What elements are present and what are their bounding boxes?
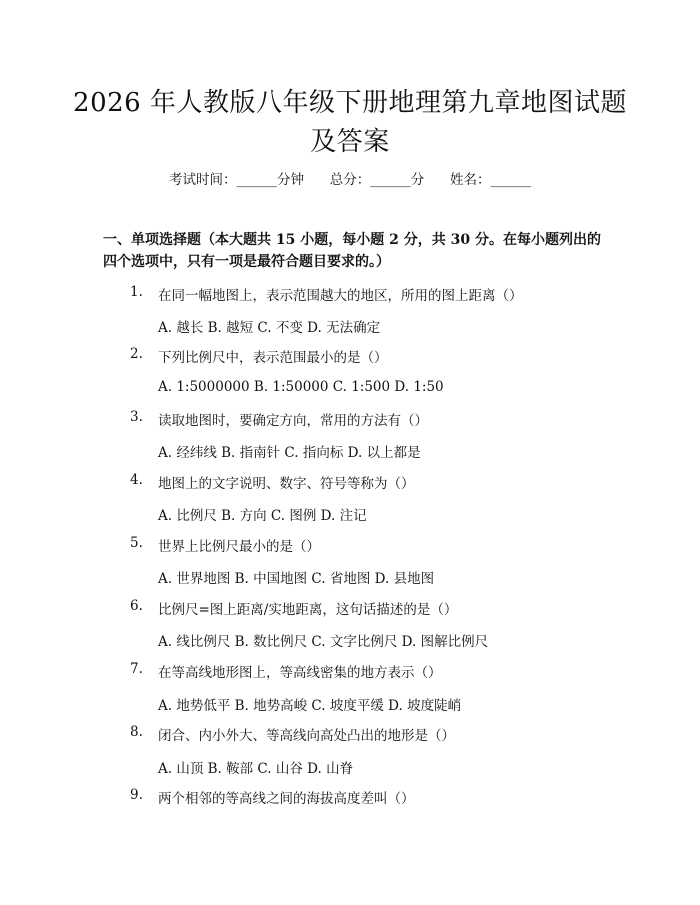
question-stem: 下列比例尺中，表示范围最小的是（） bbox=[158, 350, 388, 366]
question-8-options: A. 山顶 B. 鞍部 C. 山谷 D. 山脊 bbox=[158, 761, 354, 777]
question-number: 5. bbox=[130, 535, 143, 551]
question-3-options: A. 经纬线 B. 指南针 C. 指向标 D. 以上都是 bbox=[158, 445, 421, 461]
question-stem: 闭合、内小外大、等高线向高处凸出的地形是（） bbox=[158, 728, 455, 744]
question-1-options: A. 越长 B. 越短 C. 不变 D. 无法确定 bbox=[158, 320, 381, 336]
question-stem: 比例尺=图上距离/实地距离，这句话描述的是（） bbox=[158, 602, 458, 618]
question-number: 1. bbox=[130, 284, 143, 300]
question-7-options: A. 地势低平 B. 地势高峻 C. 坡度平缓 D. 坡度陡峭 bbox=[158, 698, 462, 714]
question-number: 8. bbox=[130, 724, 143, 740]
question-stem: 地图上的文字说明、数字、符号等称为（） bbox=[158, 476, 415, 492]
question-stem: 在同一幅地图上，表示范围越大的地区，所用的图上距离（） bbox=[158, 288, 523, 304]
question-4-options: A. 比例尺 B. 方向 C. 图例 D. 注记 bbox=[158, 508, 367, 524]
question-5-options: A. 世界地图 B. 中国地图 C. 省地图 D. 县地图 bbox=[158, 571, 435, 587]
exam-title: 2026 年人教版八年级下册地理第九章地图试题及答案 bbox=[73, 88, 627, 157]
question-number: 3. bbox=[130, 409, 143, 425]
question-2-options: A. 1:5000000 B. 1:50000 C. 1:500 D. 1:50 bbox=[158, 379, 444, 395]
section-heading: 一、单项选择题（本大题共 15 小题，每小题 2 分，共 30 分。在每小题列出的四个选项中，只有一项是最符合题目要求的。） bbox=[103, 232, 601, 270]
question-number: 7. bbox=[130, 661, 143, 677]
exam-meta-line: 考试时间：______分钟 总分：______分 姓名：______ bbox=[169, 172, 531, 188]
question-number: 4. bbox=[130, 472, 143, 488]
question-number: 9. bbox=[130, 787, 143, 803]
question-stem: 在等高线地形图上，等高线密集的地方表示（） bbox=[158, 665, 442, 681]
question-6-options: A. 线比例尺 B. 数比例尺 C. 文字比例尺 D. 图解比例尺 bbox=[158, 634, 489, 650]
question-stem: 两个相邻的等高线之间的海拔高度差叫（） bbox=[158, 791, 415, 807]
question-stem: 世界上比例尺最小的是（） bbox=[158, 539, 320, 555]
question-stem: 读取地图时，要确定方向，常用的方法有（） bbox=[158, 413, 428, 429]
question-number: 6. bbox=[130, 598, 143, 614]
question-number: 2. bbox=[130, 346, 143, 362]
